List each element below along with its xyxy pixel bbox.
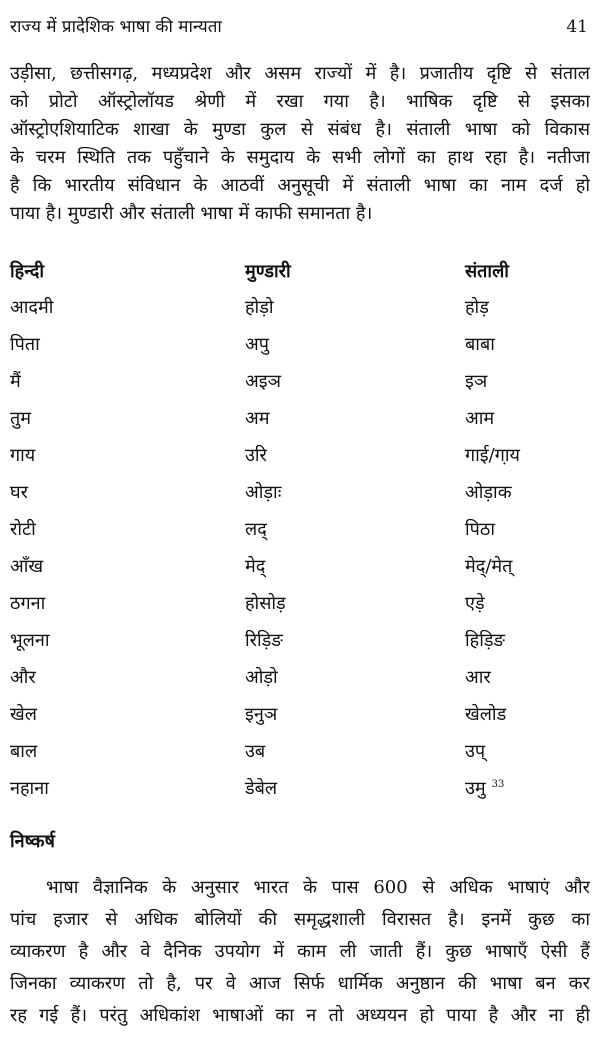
table-row [10, 770, 590, 807]
table-row [10, 474, 590, 511]
hindi-word: ठगना [10, 593, 46, 614]
hindi-word: पिता [10, 334, 40, 355]
table-header-row [10, 255, 590, 289]
mundari-word: ओड़ाः [245, 482, 282, 503]
table-row [10, 289, 590, 326]
table-row [10, 511, 590, 548]
mundari-word: उरि [245, 445, 267, 466]
hindi-word: तुम [10, 408, 32, 429]
santali-word: खेलोड [465, 704, 507, 725]
hindi-word: और [10, 667, 36, 688]
paragraph-line: व्याकरण है और वे दैनिक उपयोग में काम ली जाती हैं। कुछ भाषाएँ ऐसी हैं [10, 941, 590, 962]
mundari-word: होसोड़ [245, 593, 286, 614]
table-row [10, 363, 590, 400]
santali-word: इञ [465, 371, 488, 392]
table-row [10, 585, 590, 622]
paragraph-line: पाया है। मुण्डारी और संताली भाषा में काफी समानता है। [10, 203, 373, 224]
mundari-word: होड़ो [245, 297, 274, 318]
mundari-word: उब [245, 741, 266, 762]
paragraph-line: को प्रोटो ऑस्ट्रोलॉयड श्रेणी में रखा गया है। भाषिक दृष्टि से इसका [10, 91, 590, 112]
santali-word: उमु [465, 778, 486, 799]
page-number: 41 [566, 17, 588, 37]
table-row [10, 696, 590, 733]
santali-word: बाबा [465, 334, 495, 355]
santali-word: पिठा [465, 519, 496, 540]
table-row [10, 733, 590, 770]
santali-word-cell [465, 770, 504, 807]
santali-word: आर [465, 667, 491, 688]
mundari-word: अइञ [245, 371, 281, 392]
intro-paragraph [10, 60, 590, 228]
table-row [10, 326, 590, 363]
table-row [10, 548, 590, 585]
paragraph-line: रह गई हैं। परंतु अधिकांश भाषाओं का न तो अध्ययन हो पाया है और ना ही [10, 1005, 590, 1026]
mundari-word: डेबेल [245, 778, 278, 799]
word-comparison-table [10, 255, 590, 807]
santali-word: होड़ [465, 297, 489, 318]
hindi-word: रोटी [10, 519, 36, 540]
paragraph-line: जिनका व्याकरण तो है, पर वे आज सिर्फ धार्मिक अनुष्ठान की भाषा बन कर [10, 973, 590, 994]
paragraph-line: भाषा वैज्ञानिक के अनुसार भारत के पास 600 से अधिक भाषाएं और [46, 877, 590, 898]
table-row [10, 659, 590, 696]
column-header-santali: संताली [465, 261, 509, 282]
hindi-word: भूलना [10, 630, 50, 651]
chapter-title: राज्य में प्रादेशिक भाषा की मान्यता [10, 17, 222, 37]
hindi-word: मैं [10, 371, 21, 392]
section-heading-conclusion: निष्कर्ष [10, 831, 55, 852]
column-header-hindi: हिन्दी [10, 261, 45, 282]
paragraph-line: है कि भारतीय संविधान के आठवीं अनुसूची में संताली भाषा का नाम दर्ज हो [10, 175, 590, 196]
column-header-mundari: मुण्डारी [245, 261, 291, 282]
mundari-word: अपु [245, 334, 269, 355]
table-row [10, 437, 590, 474]
mundari-word: रिड़िङ [245, 630, 283, 651]
hindi-word: बाल [10, 741, 38, 762]
santali-word: हिड़िङ [465, 630, 505, 651]
mundari-word: इनुञ [245, 704, 278, 725]
mundari-word: लद् [245, 519, 267, 540]
santali-word: गाई/गा़य [465, 445, 520, 466]
hindi-word: खेल [10, 704, 37, 725]
conclusion-paragraph [10, 872, 590, 1032]
running-header [10, 14, 588, 40]
hindi-word: गाय [10, 445, 36, 466]
santali-word: एड़े [465, 593, 485, 614]
santali-word: उप् [465, 741, 486, 762]
mundari-word: ओड़ो [245, 667, 278, 688]
santali-word: मेद्/मेत् [465, 556, 513, 577]
table-row [10, 622, 590, 659]
paragraph-line: ऑस्ट्रोएशियाटिक शाखा के मुण्डा कुल से संबंध है। संताली भाषा को विकास [10, 119, 590, 140]
hindi-word: नहाना [10, 778, 49, 799]
hindi-word: घर [10, 482, 28, 503]
hindi-word: आदमी [10, 297, 54, 318]
santali-word: आम [465, 408, 495, 429]
santali-word: ओड़ाक [465, 482, 512, 503]
table-row [10, 400, 590, 437]
mundari-word: अम [245, 408, 270, 429]
hindi-word: आँख [10, 556, 44, 577]
paragraph-line: के चरम स्थिति तक पहुँचाने के समुदाय के सभी लोगों का हाथ रहा है। नतीजा [10, 147, 590, 168]
paragraph-line: पांच हजार से अधिक बोलियों की समृद्धशाली विरासत है। इनमें कुछ का [10, 909, 590, 930]
footnote-marker: 33 [491, 779, 505, 790]
paragraph-line: उड़ीसा, छत्तीसगढ़, मध्यप्रदेश और असम राज्यों में है। प्रजातीय दृष्टि से संताल [10, 63, 590, 84]
mundari-word: मेद् [245, 556, 266, 577]
